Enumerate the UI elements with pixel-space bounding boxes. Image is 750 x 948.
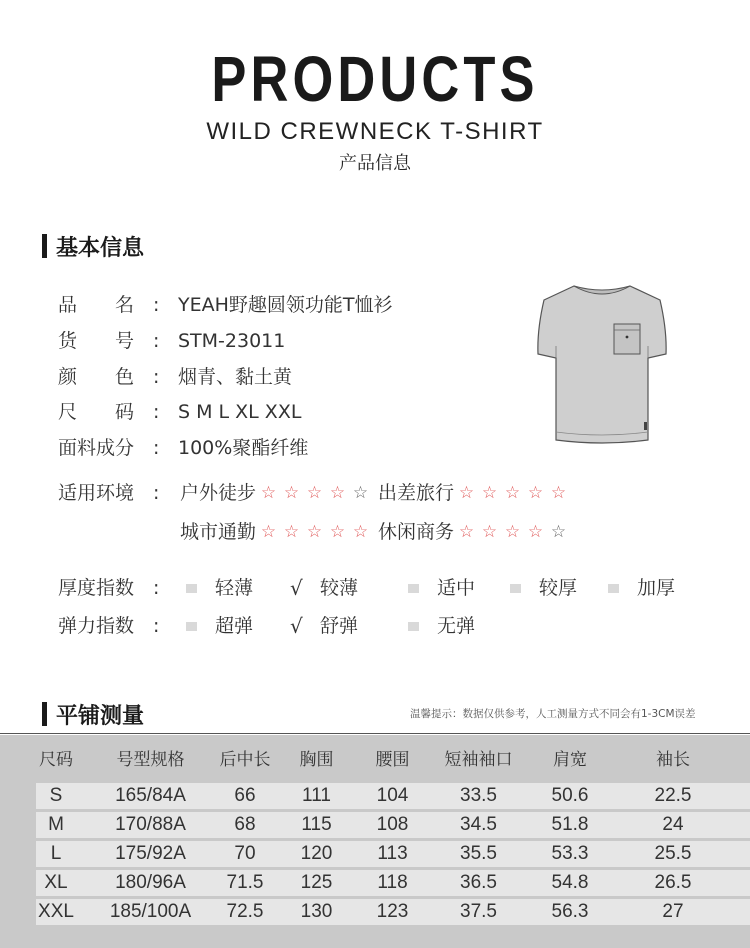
table-cell: 68 xyxy=(234,814,256,835)
measure-title: 平铺测量 xyxy=(56,703,145,729)
checkbox-icon xyxy=(186,584,197,593)
product-subtitle: WILD CREWNECK T-SHIRT xyxy=(206,118,544,145)
basic-info-title: 基本信息 xyxy=(56,235,145,261)
env-name: 城市通勤 xyxy=(180,521,257,543)
star-rating xyxy=(455,480,570,506)
env-name: 户外徒步 xyxy=(180,482,257,504)
table-cell: 165/84A xyxy=(115,785,186,806)
info-value: 烟青、黏土黄 xyxy=(178,366,293,388)
info-label: 尺 码 xyxy=(58,401,135,423)
env-name: 出差旅行 xyxy=(378,482,455,504)
thickness-option-label: 较厚 xyxy=(539,577,578,599)
page-title: PRODUCTS xyxy=(211,43,539,115)
table-cell: 72.5 xyxy=(226,901,264,922)
star-icon: ☆ xyxy=(527,483,544,503)
env-item xyxy=(378,519,570,545)
table-row xyxy=(36,899,750,925)
table-cell: 104 xyxy=(376,785,409,806)
thickness-option[interactable] xyxy=(290,575,358,601)
env-name: 休闲商务 xyxy=(378,521,455,543)
elasticity-option-label: 舒弹 xyxy=(320,615,359,637)
star-rating xyxy=(257,480,372,506)
table-cell: 33.5 xyxy=(460,785,497,806)
elasticity-option[interactable] xyxy=(408,613,475,639)
thickness-option-label: 较薄 xyxy=(320,577,359,599)
star-rating xyxy=(455,519,570,545)
info-value: S M L XL XXL xyxy=(178,401,302,423)
table-cell: 56.3 xyxy=(551,901,589,922)
table-cell: 51.8 xyxy=(551,814,589,835)
table-row xyxy=(36,812,750,838)
info-colon: : xyxy=(153,294,160,316)
env-label-row xyxy=(58,480,178,506)
table-cell: S xyxy=(49,785,63,806)
info-colon: : xyxy=(153,330,160,352)
tshirt-illustration-icon xyxy=(536,282,668,446)
table-cell: 70 xyxy=(234,843,256,864)
table-row xyxy=(36,783,750,809)
star-icon: ☆ xyxy=(260,483,277,503)
table-header-cell: 胸围 xyxy=(299,750,334,770)
env-label: 适用环境 xyxy=(58,482,135,504)
table-cell: M xyxy=(48,814,64,835)
star-icon: ☆ xyxy=(283,483,300,503)
table-header-row xyxy=(36,740,750,784)
thickness-option[interactable] xyxy=(608,575,675,601)
star-icon: ☆ xyxy=(306,522,323,542)
thickness-colon: : xyxy=(153,577,160,599)
table-cell: 27 xyxy=(662,901,684,922)
check-icon: √ xyxy=(290,576,303,600)
elasticity-option-label: 无弹 xyxy=(437,615,476,637)
elasticity-option[interactable] xyxy=(290,613,358,639)
star-icon: ☆ xyxy=(550,522,567,542)
table-cell: 113 xyxy=(377,843,408,864)
star-icon: ☆ xyxy=(481,522,498,542)
table-cell: 130 xyxy=(300,901,333,922)
table-cell: 35.5 xyxy=(460,843,497,864)
info-label: 面料成分 xyxy=(58,437,135,459)
table-cell: 185/100A xyxy=(109,901,192,922)
table-cell: 34.5 xyxy=(460,814,497,835)
star-icon: ☆ xyxy=(306,483,323,503)
check-icon: √ xyxy=(290,614,303,638)
elasticity-option[interactable] xyxy=(186,613,253,639)
info-colon: : xyxy=(153,366,160,388)
table-cell: 120 xyxy=(300,843,333,864)
star-rating xyxy=(257,519,372,545)
star-icon: ☆ xyxy=(329,483,346,503)
table-header-cell: 腰围 xyxy=(375,750,410,770)
table-row xyxy=(36,841,750,867)
info-colon: : xyxy=(153,401,160,423)
table-cell: 125 xyxy=(300,872,333,893)
info-label: 货 号 xyxy=(58,330,135,352)
info-row xyxy=(58,292,393,318)
env-item xyxy=(378,480,570,506)
measure-heading xyxy=(42,701,144,727)
env-item xyxy=(180,480,372,506)
info-colon: : xyxy=(153,437,160,459)
thickness-option-label: 适中 xyxy=(437,577,476,599)
checkbox-icon xyxy=(510,584,521,593)
elasticity-label-row xyxy=(58,613,178,639)
checkbox-icon xyxy=(186,622,197,631)
info-label: 颜 色 xyxy=(58,366,135,388)
info-label: 品 名 xyxy=(58,294,135,316)
star-icon: ☆ xyxy=(504,522,521,542)
checkbox-icon xyxy=(608,584,619,593)
table-cell: 175/92A xyxy=(115,843,186,864)
info-value: YEAH野趣圆领功能T恤衫 xyxy=(178,294,393,316)
checkbox-icon xyxy=(408,584,419,593)
table-top-rule xyxy=(0,733,750,734)
star-icon: ☆ xyxy=(458,483,475,503)
star-icon: ☆ xyxy=(352,522,369,542)
table-header-cell: 尺码 xyxy=(39,750,73,770)
star-icon: ☆ xyxy=(550,483,567,503)
star-icon: ☆ xyxy=(352,483,369,503)
thickness-label-row xyxy=(58,575,178,601)
table-cell: XXL xyxy=(38,901,74,922)
env-row xyxy=(180,519,576,545)
star-icon: ☆ xyxy=(260,522,277,542)
thickness-label: 厚度指数 xyxy=(58,577,135,599)
elasticity-option-label: 超弹 xyxy=(215,615,254,637)
table-cell: 25.5 xyxy=(654,843,692,864)
star-icon: ☆ xyxy=(283,522,300,542)
table-cell: 66 xyxy=(234,785,256,806)
table-cell: 53.3 xyxy=(551,843,589,864)
star-icon: ☆ xyxy=(329,522,346,542)
info-row xyxy=(58,328,285,354)
heading-bar xyxy=(42,234,47,258)
table-cell: 71.5 xyxy=(226,872,264,893)
info-row xyxy=(58,435,308,461)
table-cell: 118 xyxy=(377,872,408,893)
table-header-cell: 短袖袖口 xyxy=(444,750,513,770)
table-header-cell: 后中长 xyxy=(219,750,271,770)
table-cell: 108 xyxy=(376,814,409,835)
info-row xyxy=(58,399,301,425)
basic-info-heading xyxy=(42,233,144,259)
table-cell: 26.5 xyxy=(654,872,692,893)
info-value: 100%聚酯纤维 xyxy=(178,437,309,459)
star-icon: ☆ xyxy=(481,483,498,503)
table-cell: 170/88A xyxy=(115,814,186,835)
table-cell: 50.6 xyxy=(551,785,589,806)
thickness-option-label: 加厚 xyxy=(637,577,676,599)
table-header-cell: 号型规格 xyxy=(116,750,185,770)
info-row xyxy=(58,364,292,390)
table-cell: 22.5 xyxy=(654,785,692,806)
thickness-option-label: 轻薄 xyxy=(215,577,254,599)
star-icon: ☆ xyxy=(527,522,544,542)
elasticity-label: 弹力指数 xyxy=(58,615,135,637)
table-row xyxy=(36,870,750,896)
table-cell: 123 xyxy=(376,901,409,922)
table-cell: 37.5 xyxy=(460,901,497,922)
table-cell: 36.5 xyxy=(460,872,497,893)
table-cell: 24 xyxy=(662,814,684,835)
table-cell: L xyxy=(50,843,62,864)
table-header-cell: 肩宽 xyxy=(553,750,587,770)
star-icon: ☆ xyxy=(504,483,521,503)
env-item xyxy=(180,519,372,545)
heading-bar xyxy=(42,702,47,726)
thickness-option[interactable] xyxy=(408,575,475,601)
thickness-option[interactable] xyxy=(186,575,253,601)
star-icon: ☆ xyxy=(458,522,475,542)
checkbox-icon xyxy=(408,622,419,631)
measure-note: 温馨提示：数据仅供参考，人工测量方式不同会有1-3CM误差 xyxy=(410,708,696,720)
env-colon: : xyxy=(153,482,160,504)
table-header-cell: 袖长 xyxy=(656,750,690,770)
table-cell: XL xyxy=(44,872,68,893)
table-cell: 115 xyxy=(301,814,332,835)
elasticity-colon: : xyxy=(153,615,160,637)
product-info-caption: 产品信息 xyxy=(339,153,411,174)
thickness-option[interactable] xyxy=(510,575,577,601)
table-cell: 111 xyxy=(302,785,331,806)
env-row xyxy=(180,480,576,506)
table-cell: 180/96A xyxy=(115,872,186,893)
info-value: STM-23011 xyxy=(178,330,286,352)
table-cell: 54.8 xyxy=(551,872,589,893)
